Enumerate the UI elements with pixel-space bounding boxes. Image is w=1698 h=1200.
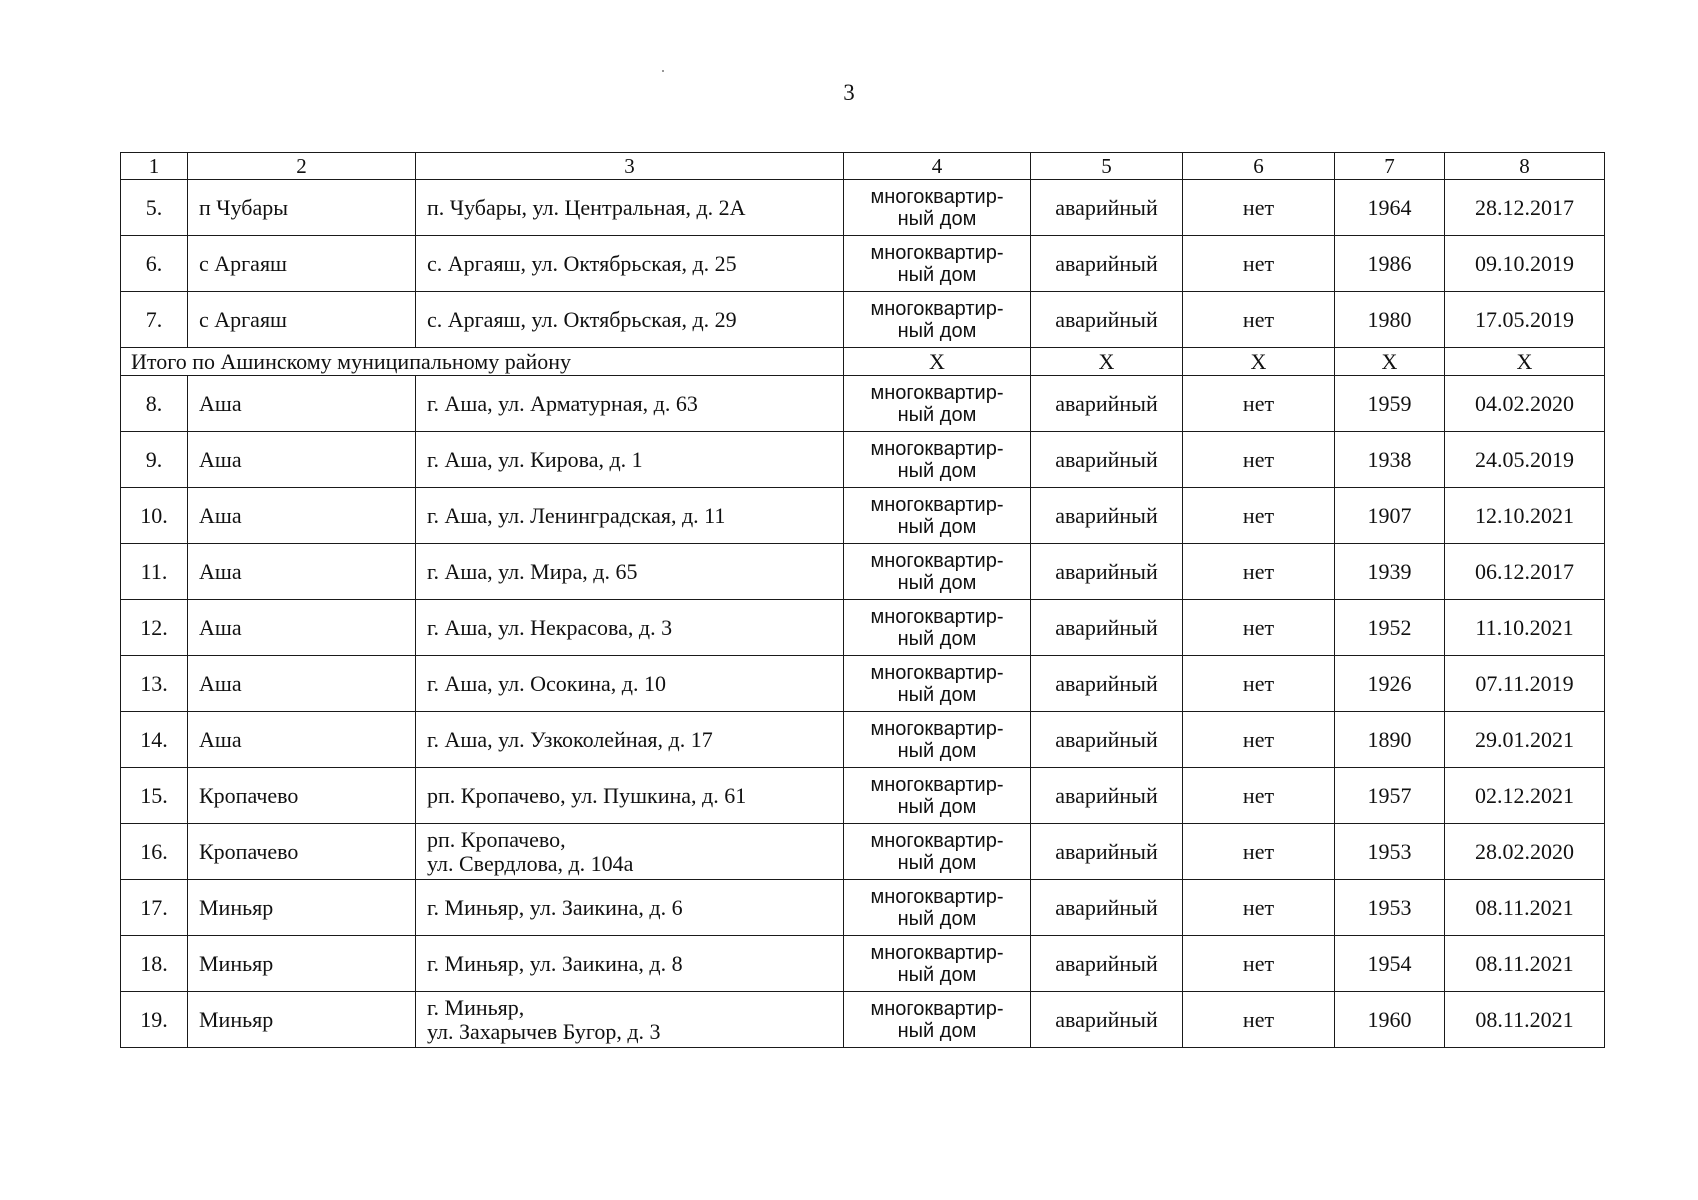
year-cell: 1938 — [1335, 432, 1445, 488]
table-row — [121, 880, 1605, 936]
row-number: 5. — [121, 180, 188, 236]
address-line: г. Миньяр, ул. Заикина, д. 6 — [427, 894, 683, 920]
table-row — [121, 824, 1605, 880]
relocation-cell: нет — [1183, 600, 1335, 656]
total-row — [121, 348, 1605, 376]
relocation-cell: нет — [1183, 880, 1335, 936]
building-type-cell — [844, 936, 1031, 992]
building-type-line: ный дом — [897, 263, 977, 286]
row-number: 12. — [121, 600, 188, 656]
locality-cell: Миньяр — [188, 936, 416, 992]
address-cell — [416, 824, 844, 880]
year-cell: 1957 — [1335, 768, 1445, 824]
address-line: г. Аша, ул. Мира, д. 65 — [427, 558, 638, 584]
address-cell — [416, 376, 844, 432]
scan-speck — [662, 70, 664, 72]
condition-cell: аварийный — [1031, 824, 1183, 880]
relocation-cell: нет — [1183, 824, 1335, 880]
locality-cell: с Аргаяш — [188, 292, 416, 348]
address-line: г. Аша, ул. Осокина, д. 10 — [427, 670, 666, 696]
date-cell: 06.12.2017 — [1445, 544, 1605, 600]
building-type-line: ный дом — [897, 907, 977, 930]
address-cell — [416, 236, 844, 292]
locality-cell: Кропачево — [188, 768, 416, 824]
condition-cell: аварийный — [1031, 292, 1183, 348]
table-row — [121, 712, 1605, 768]
relocation-cell: нет — [1183, 936, 1335, 992]
building-type-line: многоквартир- — [870, 773, 1004, 796]
year-cell: 1939 — [1335, 544, 1445, 600]
address-line: г. Аша, ул. Некрасова, д. 3 — [427, 614, 673, 640]
date-cell: 28.12.2017 — [1445, 180, 1605, 236]
condition-cell: аварийный — [1031, 488, 1183, 544]
address-line: г. Аша, ул. Ленинградская, д. 11 — [427, 502, 726, 528]
row-number: 9. — [121, 432, 188, 488]
relocation-cell: нет — [1183, 768, 1335, 824]
table-row — [121, 432, 1605, 488]
building-type-cell — [844, 236, 1031, 292]
column-number: 8 — [1445, 153, 1605, 180]
table-row — [121, 656, 1605, 712]
building-type-line: многоквартир- — [870, 437, 1004, 460]
address-line: рп. Кропачево, ул. Пушкина, д. 61 — [427, 782, 747, 808]
row-number: 19. — [121, 992, 188, 1048]
building-type-line: многоквартир- — [870, 185, 1004, 208]
address-line: рп. Кропачево, — [427, 826, 566, 852]
building-type-cell — [844, 180, 1031, 236]
date-cell: 17.05.2019 — [1445, 292, 1605, 348]
address-line: с. Аргаяш, ул. Октябрьская, д. 29 — [427, 306, 737, 332]
row-number: 8. — [121, 376, 188, 432]
building-type-line: многоквартир- — [870, 381, 1004, 404]
building-type-line: ный дом — [897, 851, 977, 874]
condition-cell: аварийный — [1031, 768, 1183, 824]
year-cell: 1959 — [1335, 376, 1445, 432]
total-cell: X — [1335, 348, 1445, 376]
housing-table — [120, 152, 1605, 1048]
total-label: Итого по Ашинскому муниципальному району — [121, 348, 844, 376]
address-cell — [416, 936, 844, 992]
locality-cell: Аша — [188, 544, 416, 600]
year-cell: 1960 — [1335, 992, 1445, 1048]
relocation-cell: нет — [1183, 180, 1335, 236]
building-type-line: ный дом — [897, 319, 977, 342]
table-row — [121, 600, 1605, 656]
row-number: 18. — [121, 936, 188, 992]
table-row — [121, 544, 1605, 600]
building-type-line: ный дом — [897, 459, 977, 482]
date-cell: 08.11.2021 — [1445, 992, 1605, 1048]
condition-cell: аварийный — [1031, 936, 1183, 992]
condition-cell: аварийный — [1031, 236, 1183, 292]
total-cell: X — [844, 348, 1031, 376]
condition-cell: аварийный — [1031, 600, 1183, 656]
total-cell: X — [1445, 348, 1605, 376]
address-cell — [416, 768, 844, 824]
relocation-cell: нет — [1183, 712, 1335, 768]
relocation-cell: нет — [1183, 992, 1335, 1048]
building-type-line: многоквартир- — [870, 605, 1004, 628]
year-cell: 1890 — [1335, 712, 1445, 768]
address-cell — [416, 488, 844, 544]
row-number: 11. — [121, 544, 188, 600]
table-row — [121, 992, 1605, 1048]
row-number: 17. — [121, 880, 188, 936]
table-row — [121, 180, 1605, 236]
total-cell: X — [1183, 348, 1335, 376]
relocation-cell: нет — [1183, 376, 1335, 432]
building-type-cell — [844, 376, 1031, 432]
building-type-line: ный дом — [897, 795, 977, 818]
column-number: 1 — [121, 153, 188, 180]
relocation-cell: нет — [1183, 236, 1335, 292]
condition-cell: аварийный — [1031, 544, 1183, 600]
address-line: ул. Свердлова, д. 104а — [427, 850, 634, 876]
address-cell — [416, 880, 844, 936]
year-cell: 1986 — [1335, 236, 1445, 292]
year-cell: 1907 — [1335, 488, 1445, 544]
building-type-cell — [844, 992, 1031, 1048]
table-row — [121, 768, 1605, 824]
address-line: с. Аргаяш, ул. Октябрьская, д. 25 — [427, 250, 737, 276]
year-cell: 1953 — [1335, 824, 1445, 880]
address-line: п. Чубары, ул. Центральная, д. 2А — [427, 194, 746, 220]
condition-cell: аварийный — [1031, 656, 1183, 712]
building-type-line: многоквартир- — [870, 493, 1004, 516]
building-type-line: многоквартир- — [870, 885, 1004, 908]
row-number: 6. — [121, 236, 188, 292]
total-cell: X — [1031, 348, 1183, 376]
address-cell — [416, 656, 844, 712]
address-line: г. Миньяр, ул. Заикина, д. 8 — [427, 950, 683, 976]
building-type-cell — [844, 488, 1031, 544]
building-type-line: ный дом — [897, 627, 977, 650]
condition-cell: аварийный — [1031, 432, 1183, 488]
date-cell: 09.10.2019 — [1445, 236, 1605, 292]
condition-cell: аварийный — [1031, 712, 1183, 768]
column-number: 2 — [188, 153, 416, 180]
address-cell — [416, 544, 844, 600]
address-cell — [416, 180, 844, 236]
condition-cell: аварийный — [1031, 376, 1183, 432]
relocation-cell: нет — [1183, 292, 1335, 348]
year-cell: 1980 — [1335, 292, 1445, 348]
row-number: 7. — [121, 292, 188, 348]
building-type-line: многоквартир- — [870, 941, 1004, 964]
condition-cell: аварийный — [1031, 180, 1183, 236]
building-type-line: многоквартир- — [870, 549, 1004, 572]
locality-cell: Аша — [188, 712, 416, 768]
date-cell: 28.02.2020 — [1445, 824, 1605, 880]
building-type-cell — [844, 656, 1031, 712]
address-cell — [416, 992, 844, 1048]
column-number: 6 — [1183, 153, 1335, 180]
building-type-line: многоквартир- — [870, 241, 1004, 264]
locality-cell: Миньяр — [188, 992, 416, 1048]
address-line: г. Аша, ул. Кирова, д. 1 — [427, 446, 643, 472]
address-cell — [416, 712, 844, 768]
building-type-cell — [844, 880, 1031, 936]
building-type-line: многоквартир- — [870, 997, 1004, 1020]
page-number: 3 — [843, 80, 855, 105]
locality-cell: Аша — [188, 488, 416, 544]
building-type-line: ный дом — [897, 739, 977, 762]
year-cell: 1954 — [1335, 936, 1445, 992]
building-type-cell — [844, 768, 1031, 824]
date-cell: 12.10.2021 — [1445, 488, 1605, 544]
building-type-cell — [844, 432, 1031, 488]
date-cell: 11.10.2021 — [1445, 600, 1605, 656]
row-number: 10. — [121, 488, 188, 544]
year-cell: 1964 — [1335, 180, 1445, 236]
building-type-line: ный дом — [897, 571, 977, 594]
condition-cell: аварийный — [1031, 992, 1183, 1048]
relocation-cell: нет — [1183, 432, 1335, 488]
year-cell: 1952 — [1335, 600, 1445, 656]
address-cell — [416, 432, 844, 488]
relocation-cell: нет — [1183, 488, 1335, 544]
row-number: 16. — [121, 824, 188, 880]
address-cell — [416, 292, 844, 348]
building-type-line: ный дом — [897, 207, 977, 230]
date-cell: 02.12.2021 — [1445, 768, 1605, 824]
locality-cell: Аша — [188, 656, 416, 712]
locality-cell: Миньяр — [188, 880, 416, 936]
condition-cell: аварийный — [1031, 880, 1183, 936]
date-cell: 29.01.2021 — [1445, 712, 1605, 768]
column-number: 3 — [416, 153, 844, 180]
building-type-line: ный дом — [897, 1019, 977, 1042]
date-cell: 24.05.2019 — [1445, 432, 1605, 488]
building-type-line: многоквартир- — [870, 829, 1004, 852]
locality-cell: Аша — [188, 376, 416, 432]
locality-cell: Кропачево — [188, 824, 416, 880]
locality-cell: Аша — [188, 432, 416, 488]
address-line: ул. Захарычев Бугор, д. 3 — [427, 1018, 661, 1044]
date-cell: 08.11.2021 — [1445, 936, 1605, 992]
building-type-line: многоквартир- — [870, 297, 1004, 320]
year-cell: 1926 — [1335, 656, 1445, 712]
table-row — [121, 488, 1605, 544]
table-body — [121, 153, 1605, 1048]
address-line: г. Миньяр, — [427, 994, 525, 1020]
date-cell: 07.11.2019 — [1445, 656, 1605, 712]
building-type-line: ный дом — [897, 963, 977, 986]
row-number: 13. — [121, 656, 188, 712]
building-type-cell — [844, 824, 1031, 880]
table-row — [121, 936, 1605, 992]
column-number: 5 — [1031, 153, 1183, 180]
building-type-line: многоквартир- — [870, 661, 1004, 684]
column-number: 7 — [1335, 153, 1445, 180]
address-cell — [416, 600, 844, 656]
building-type-cell — [844, 544, 1031, 600]
table-row — [121, 292, 1605, 348]
date-cell: 08.11.2021 — [1445, 880, 1605, 936]
building-type-cell — [844, 712, 1031, 768]
column-number: 4 — [844, 153, 1031, 180]
building-type-line: ный дом — [897, 683, 977, 706]
row-number: 14. — [121, 712, 188, 768]
table-row — [121, 376, 1605, 432]
relocation-cell: нет — [1183, 544, 1335, 600]
locality-cell: п Чубары — [188, 180, 416, 236]
date-cell: 04.02.2020 — [1445, 376, 1605, 432]
building-type-line: ный дом — [897, 403, 977, 426]
building-type-cell — [844, 292, 1031, 348]
relocation-cell: нет — [1183, 656, 1335, 712]
year-cell: 1953 — [1335, 880, 1445, 936]
building-type-line: ный дом — [897, 515, 977, 538]
address-line: г. Аша, ул. Арматурная, д. 63 — [427, 390, 698, 416]
table-row — [121, 236, 1605, 292]
locality-cell: Аша — [188, 600, 416, 656]
address-line: г. Аша, ул. Узкоколейная, д. 17 — [427, 726, 713, 752]
building-type-cell — [844, 600, 1031, 656]
row-number: 15. — [121, 768, 188, 824]
column-number-row — [121, 153, 1605, 180]
locality-cell: с Аргаяш — [188, 236, 416, 292]
building-type-line: многоквартир- — [870, 717, 1004, 740]
